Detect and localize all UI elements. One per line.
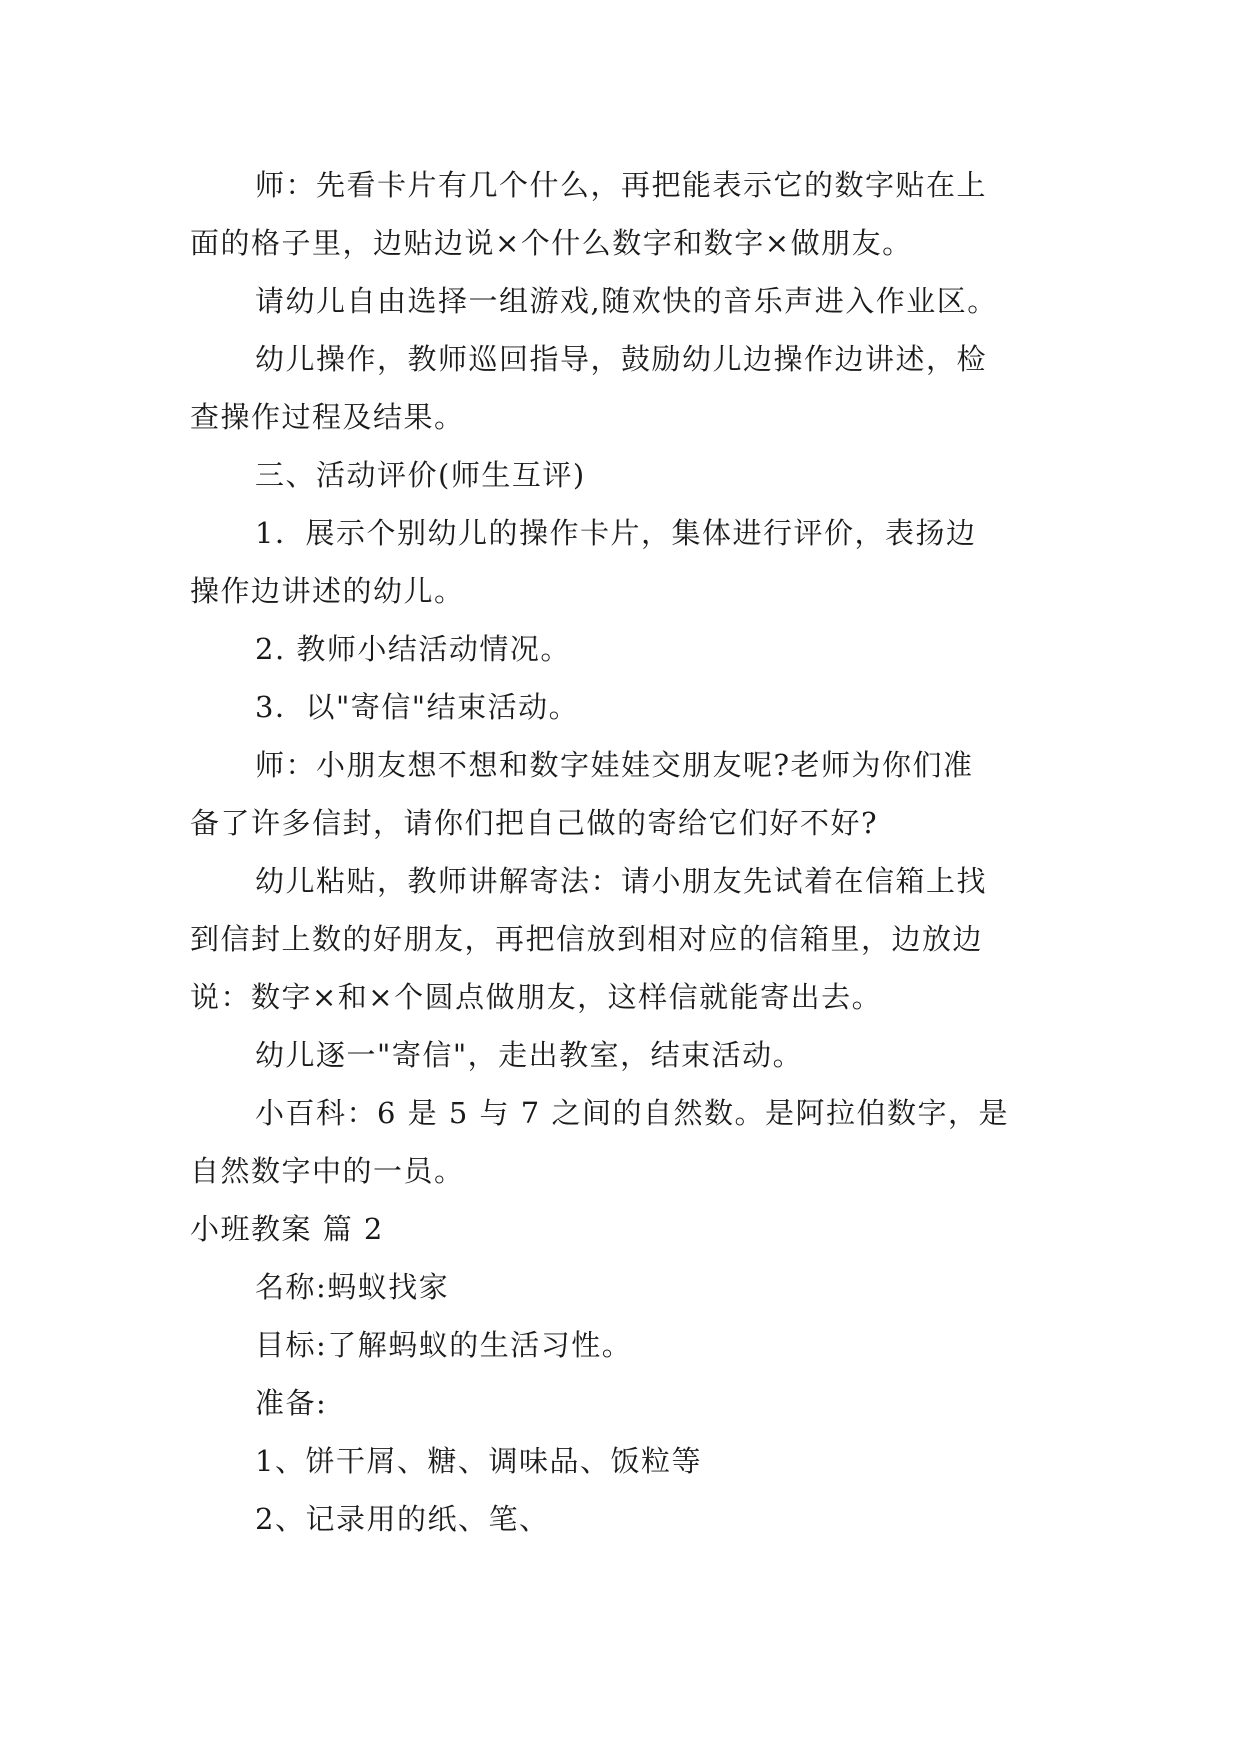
paragraph-line: 幼儿粘贴，教师讲解寄法：请小朋友先试着在信箱上找 xyxy=(255,864,988,898)
paragraph-line: 目标:了解蚂蚁的生活习性。 xyxy=(255,1328,633,1362)
list-item: 3．以"寄信"结束活动。 xyxy=(255,690,580,724)
paragraph-line: 师：小朋友想不想和数字娃娃交朋友呢?老师为你们准 xyxy=(255,748,974,782)
paragraph-line: 幼儿操作，教师巡回指导，鼓励幼儿边操作边讲述，检 xyxy=(255,342,988,376)
paragraph-line: 自然数字中的一员。 xyxy=(190,1154,465,1188)
paragraph-line: 请幼儿自由选择一组游戏,随欢快的音乐声进入作业区。 xyxy=(255,284,998,318)
paragraph-line: 到信封上数的好朋友，再把信放到相对应的信箱里，边放边 xyxy=(190,922,984,956)
paragraph-line: 说：数字×和×个圆点做朋友，这样信就能寄出去。 xyxy=(190,980,883,1014)
paragraph-line: 师：先看卡片有几个什么，再把能表示它的数字贴在上 xyxy=(255,168,988,202)
paragraph-line: 操作边讲述的幼儿。 xyxy=(190,574,465,608)
paragraph-line: 备了许多信封，请你们把自己做的寄给它们好不好? xyxy=(190,806,879,840)
paragraph-line: 查操作过程及结果。 xyxy=(190,400,465,434)
list-item: 2、记录用的纸、笔、 xyxy=(255,1502,550,1536)
chapter-heading: 小班教案 篇 2 xyxy=(190,1212,384,1246)
paragraph-line: 小百科：6 是 5 与 7 之间的自然数。是阿拉伯数字，是 xyxy=(255,1096,1009,1130)
list-item: 1、饼干屑、糖、调味品、饭粒等 xyxy=(255,1444,702,1478)
section-heading: 三、活动评价(师生互评) xyxy=(255,458,586,492)
paragraph-line: 幼儿逐一"寄信"，走出教室，结束活动。 xyxy=(255,1038,804,1072)
paragraph-line: 名称:蚂蚁找家 xyxy=(255,1270,450,1304)
list-item: 2. 教师小结活动情况。 xyxy=(255,632,571,666)
paragraph-line: 面的格子里，边贴边说×个什么数字和数字×做朋友。 xyxy=(190,226,913,260)
list-item: 1．展示个别幼儿的操作卡片，集体进行评价，表扬边 xyxy=(255,516,977,550)
paragraph-line: 准备: xyxy=(255,1386,328,1420)
